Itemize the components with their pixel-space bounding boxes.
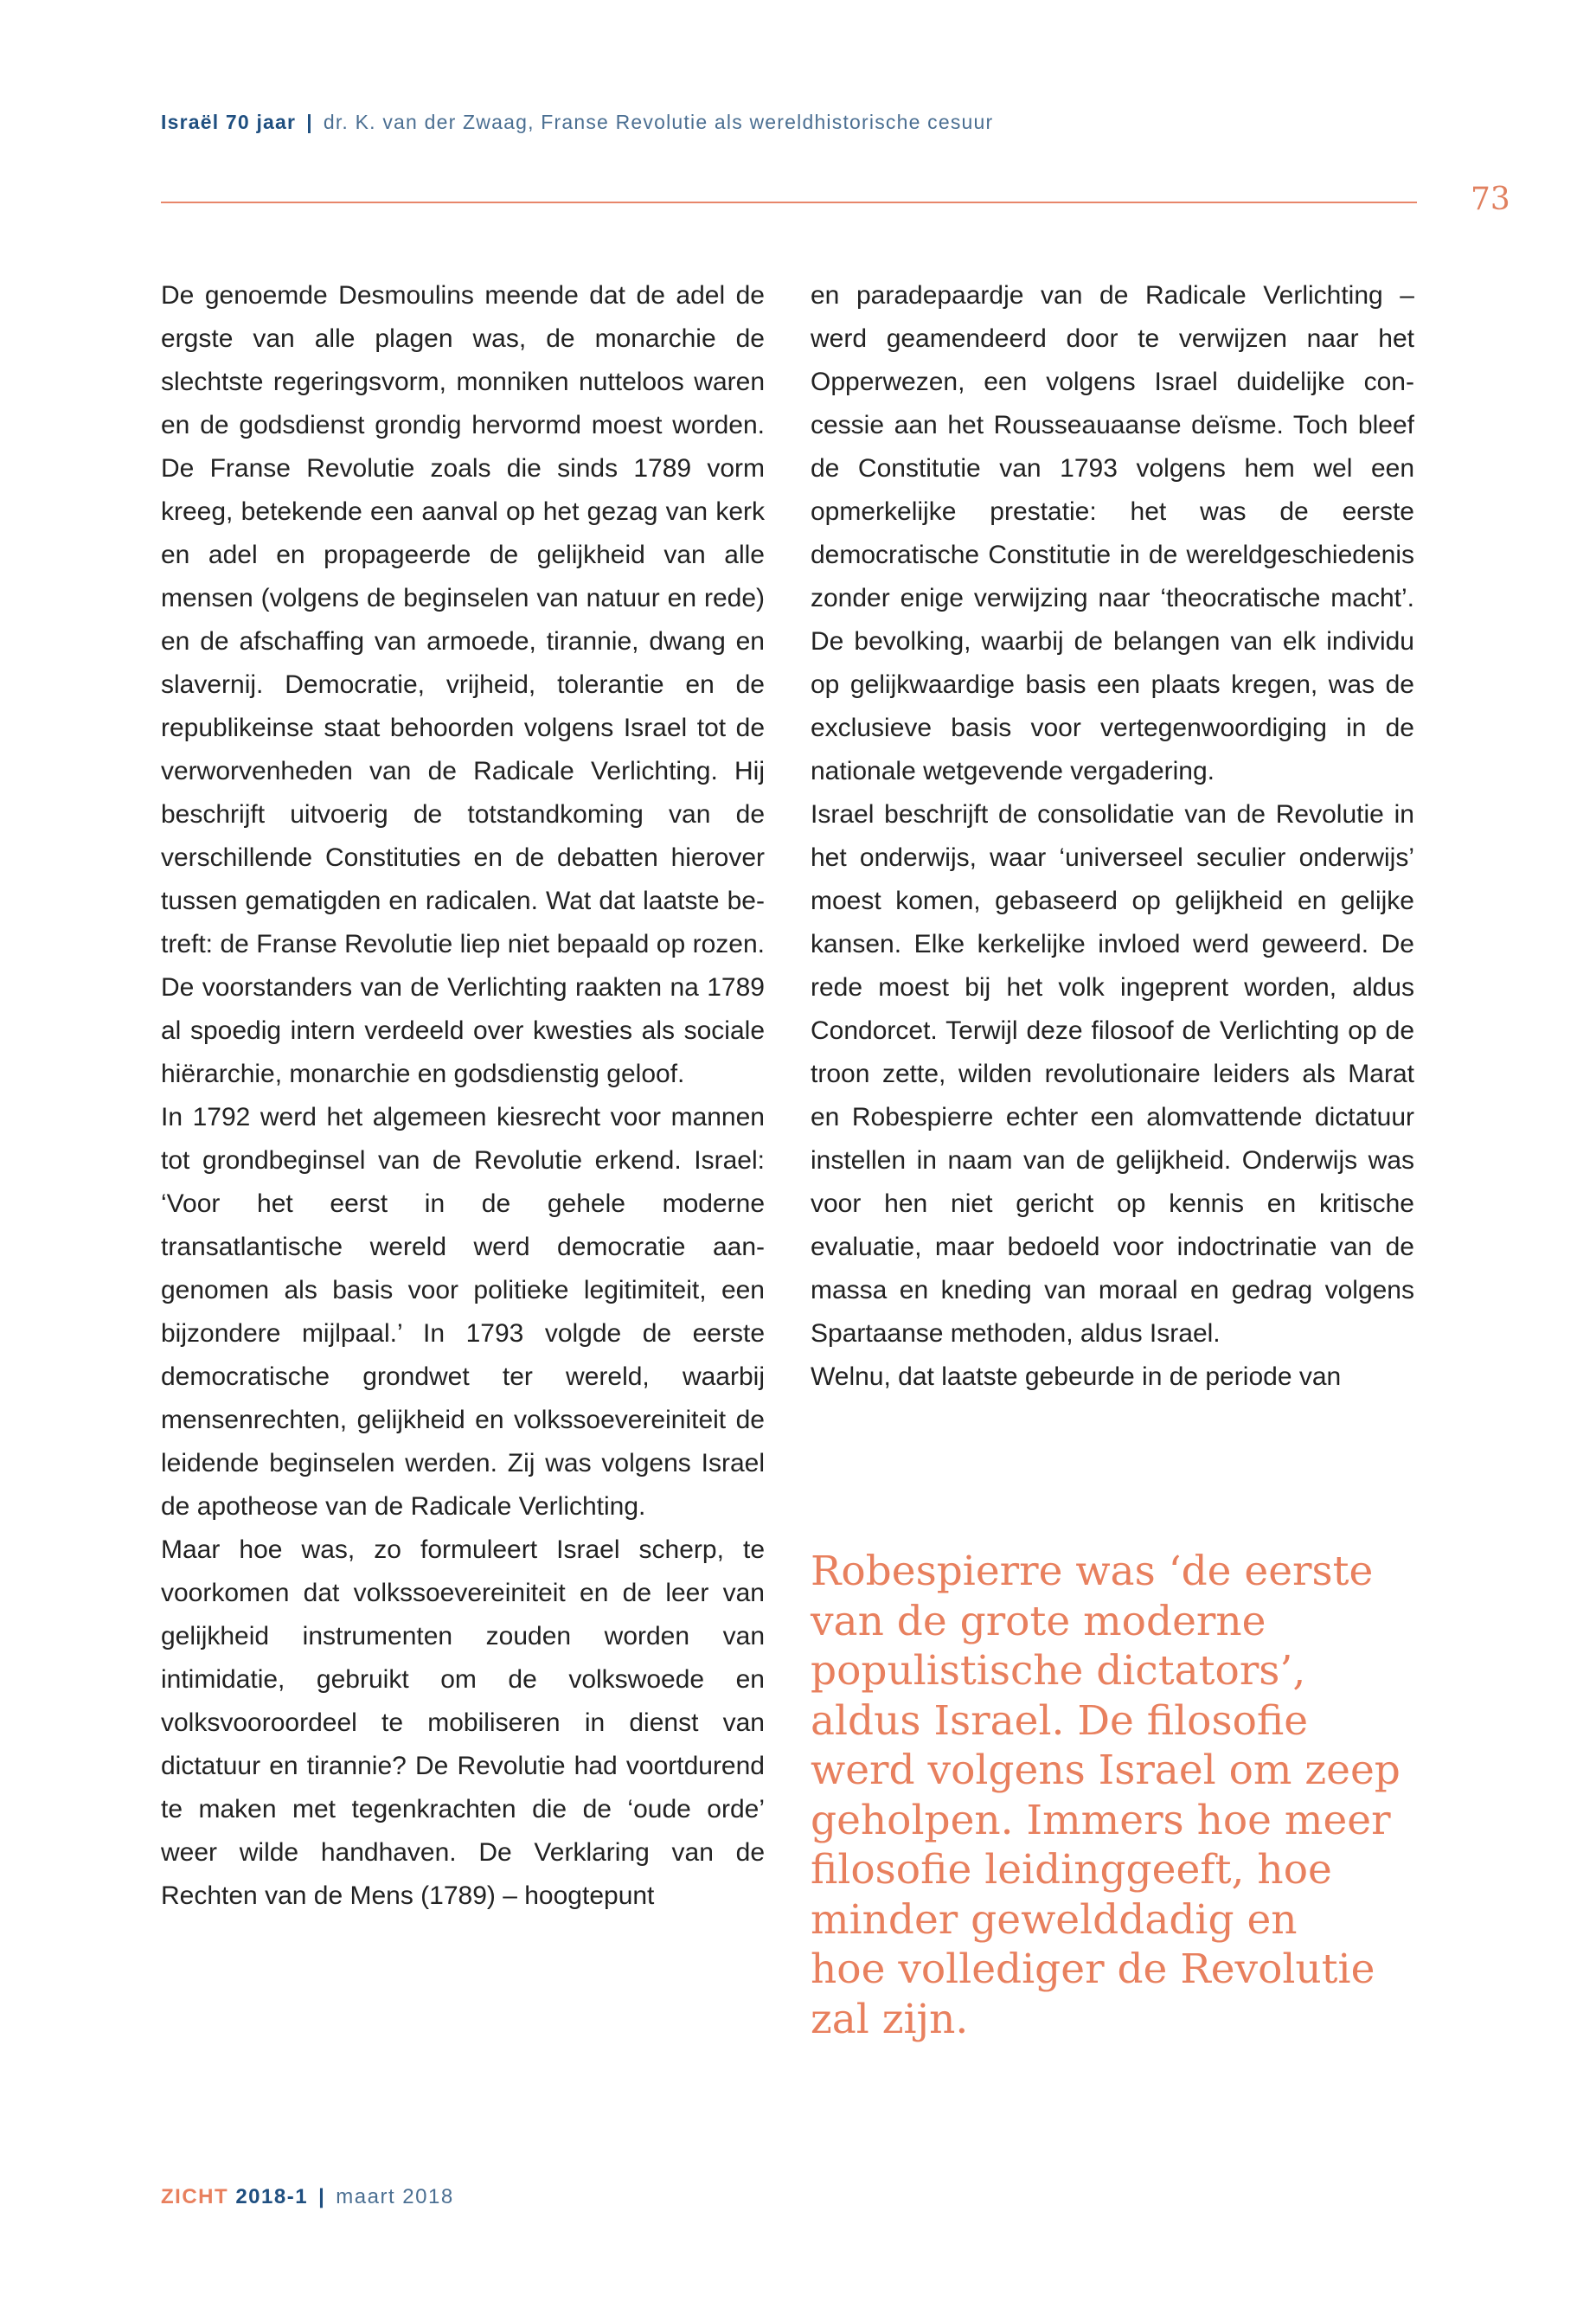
running-footer [161,2185,454,2209]
header-title: Israël 70 jaar [161,111,297,133]
paragraph: Welnu, dat laatste gebeurde in de periode van [811,1362,1342,1391]
header-subtitle: dr. K. van der Zwaag, Franse Revolutie als wereldhistorische cesuur [323,111,994,133]
paragraph: In 1792 werd het algemeen kiesrecht voor mannen tot grondbeginsel van de Revolutie erkend. Israel: ‘Voor het eerst in de gehele moderne transatlantische wereld werd democratie aangenomen als basis voor politieke legitimiteit, een bijzondere mijlpaal.’ In 1793 volgde de eerste democratische grondwet ter wereld, waarbij mensenrechten, gelijkheid en volkssoevereiniteit de leidende beginselen werden. Zij was volgens Israel de apotheose van de Radicale Verlichting. [161,1103,765,1521]
footer-separator: | [318,2185,326,2208]
pull-quote: Robespierre was ‘de eerste van de grote moderne populistische dictators’, aldus Israel. De filosofie werd volgens Israel om zeep geholpen. Immers hoe meer filosofie leidinggeeft, hoe minder gewelddadig en hoe vollediger de Revolutie zal zijn. [811,1548,1401,2043]
right-column [811,274,1414,1399]
footer-issue: 2018-1 [235,2185,309,2208]
left-column [161,274,765,1918]
paragraph: en paradepaardje van de Radicale Verlichting – werd geamendeerd door te verwijzen naar het Opperwezen, een volgens Israel duidelijke concessie aan het Rousseauaanse deïsme. Toch bleef de Constitutie van 1793 volgens hem wel een opmerkelijke prestatie: het was de eerste democratische Constitutie in de wereldgeschiedenis zonder enige verwijzing naar ‘theocratische macht’. De bevolking, waarbij de belangen van elk individu op gelijkwaardige basis een plaats kregen, was de exclusieve basis voor vertegenwoordiging in de nationale wetgevende vergadering. [811,281,1414,785]
footer-date: maart 2018 [336,2185,454,2208]
running-header [161,111,1372,134]
header-separator: | [306,111,313,133]
header-rule [161,202,1417,203]
paragraph: Israel beschrijft de consolidatie van de Revolutie in het onderwijs, waar ‘universeel seculier onderwijs’ moest komen, gebaseerd op gelijkheid en gelijke kansen. Elke kerkelijke invloed werd geweerd. De rede moest bij het volk ingeprent worden, aldus Condorcet. Terwijl deze filosoof de Verlichting op de troon zette, wilden revolutionaire leiders als Marat en Robespierre echter een alomvattende dictatuur instellen in naam van de gelijkheid. Onderwijs was voor hen niet gericht op kennis en kritische evaluatie, maar bedoeld voor indoctrinatie van de massa en kneding van moraal en gedrag volgens Spartaanse methoden, aldus Israel. [811,800,1414,1348]
page-number: 73 [1471,182,1510,217]
paragraph: Maar hoe was, zo formuleert Israel scherp, te voorkomen dat volkssoevereiniteit en de leer van gelijkheid instrumenten zouden worden van intimidatie, gebruikt om de volkswoede en volksvooroordeel te mobiliseren in dienst van dictatuur en tirannie? De Revolutie had voortdurend te maken met tegenkrachten die de ‘oude orde’ weer wilde handhaven. De Verklaring van de Rechten van de Mens (1789) – hoogtepunt [161,1535,765,1910]
footer-brand: ZICHT [161,2185,229,2208]
paragraph: De genoemde Desmoulins meende dat de adel de ergste van alle plagen was, de monarchie de slechtste regeringsvorm, monniken nutteloos waren en de godsdienst grondig hervormd moest worden. De Franse Revolutie zoals die sinds 1789 vorm kreeg, betekende een aanval op het gezag van kerk en adel en propageerde de gelijkheid van alle mensen (volgens de beginselen van natuur en rede) en de afschaffing van armoede, tirannie, dwang en slavernij. Democratie, vrijheid, tolerantie en de republikeinse staat behoorden volgens Israel tot de verworvenheden van de Radicale Verlichting. Hij beschrijft uitvoerig de totstandkoming van de verschillende Constituties en de debatten hierover tussen gematigden en radicalen. Wat dat laatste betreft: de Franse Revolutie liep niet bepaald op rozen. De voorstanders van de Verlichting raakten na 1789 al spoedig intern verdeeld over kwesties als sociale hiërarchie, monarchie en godsdienstig geloof. [161,281,765,1088]
